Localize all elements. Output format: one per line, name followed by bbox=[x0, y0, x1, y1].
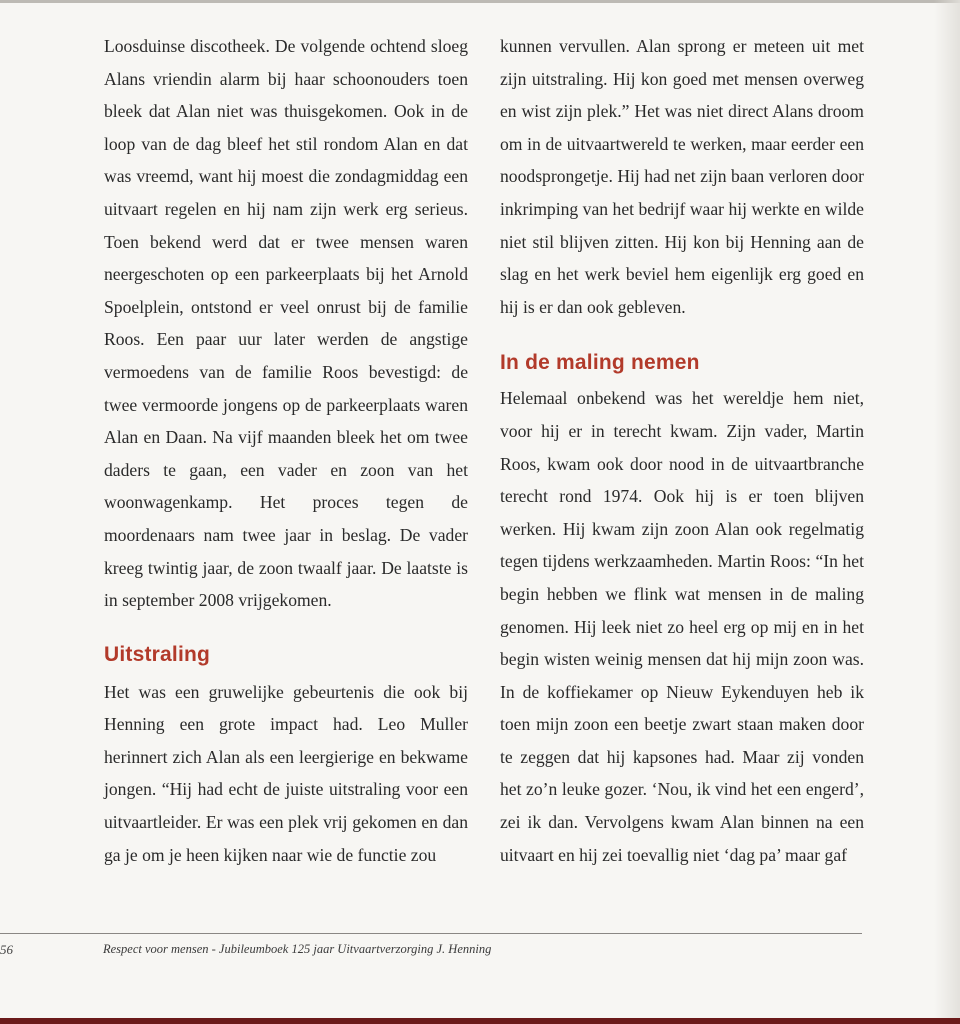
scan-edge-top bbox=[0, 0, 960, 3]
left-paragraph-2: Het was een gruwelijke gebeurtenis die ook bij Henning een grote impact had. Leo Muller herinnert zich Alan als een leergierige en bekwame jongen. “Hij had echt de juiste uitstraling voor een uitvaartleider. Er was een plek vrij gekomen en dan ga je om je heen kijken naar wie de functie zou bbox=[104, 681, 468, 865]
scan-edge-right bbox=[934, 0, 960, 1024]
left-column bbox=[104, 30, 468, 871]
section-heading-uitstraling: Uitstraling bbox=[104, 642, 211, 666]
section-heading-in-de-maling-nemen: In de maling nemen bbox=[500, 351, 700, 375]
left-paragraph-1: Loosduinse discotheek. De volgende ochtend sloeg Alans vriendin alarm bij haar schoonouders toen bleek dat Alan niet was thuisgekomen. Ook in de loop van de dag bleef het stil rondom Alan en dat was vreemd, want hij moest die zondagmiddag een uitvaart regelen en hij nam zijn werk erg serieus. Toen bekend werd dat er twee mensen waren neergeschoten op een parkeerplaats bij het Arnold Spoelplein, ontstond er veel onrust bij de familie Roos. Een paar uur later werden de angstige vermoedens van de familie Roos bevestigd: de twee vermoorde jongens op de parkeerplaats waren Alan en Daan. Na vijf maanden bleek het om twee daders te gaan, een vader en zoon van het woonwagenkamp. Het proces tegen de moordenaars nam twee jaar in beslag. De vader kreeg twintig jaar, de zoon twaalf jaar. De laatste is in september 2008 vrijgekomen. bbox=[104, 36, 468, 611]
right-column bbox=[500, 30, 864, 871]
scan-edge-bottom bbox=[0, 1018, 960, 1024]
running-footer-title: Respect voor mensen - Jubileumboek 125 jaar Uitvaartverzorging J. Henning bbox=[103, 942, 492, 956]
footer-rule bbox=[0, 933, 862, 934]
right-paragraph-2: Helemaal onbekend was het wereldje hem niet, voor hij er in terecht kwam. Zijn vader, Martin Roos, kwam ook door nood in de uitvaartbranche terecht rond 1974. Ook hij is er toen blijven werken. Hij kwam zijn zoon Alan ook regelmatig tegen tijdens werkzaamheden. Martin Roos: “In het begin hebben we flink wat mensen in de maling genomen. Hij leek niet zo heel erg op mij en in het begin wisten weinig mensen dat hij mijn zoon was. In de koffiekamer op Nieuw Eykenduyen heb ik toen mijn zoon een beetje zwart staan maken door te zeggen dat hij kapsones had. Maar zij vonden het zo’n leuke gozer. ‘Nou, ik vind het een engerd’, zei ik dan. Vervolgens kwam Alan binnen na een uitvaart en hij zei toevallig niet ‘dag pa’ maar gaf bbox=[500, 388, 864, 865]
page-number: 56 bbox=[0, 942, 13, 957]
right-paragraph-1: kunnen vervullen. Alan sprong er meteen uit met zijn uitstraling. Hij kon goed met mensen overweg en wist zijn plek.” Het was niet direct Alans droom om in de uitvaartwereld te werken, maar eerder een noodsprongetje. Hij had net zijn baan verloren door inkrimping van het bedrijf waar hij werkte en wilde niet stil blijven zitten. Hij kon bij Henning aan de slag en het werk beviel hem eigenlijk erg goed en hij is er dan ook gebleven. bbox=[500, 36, 864, 317]
